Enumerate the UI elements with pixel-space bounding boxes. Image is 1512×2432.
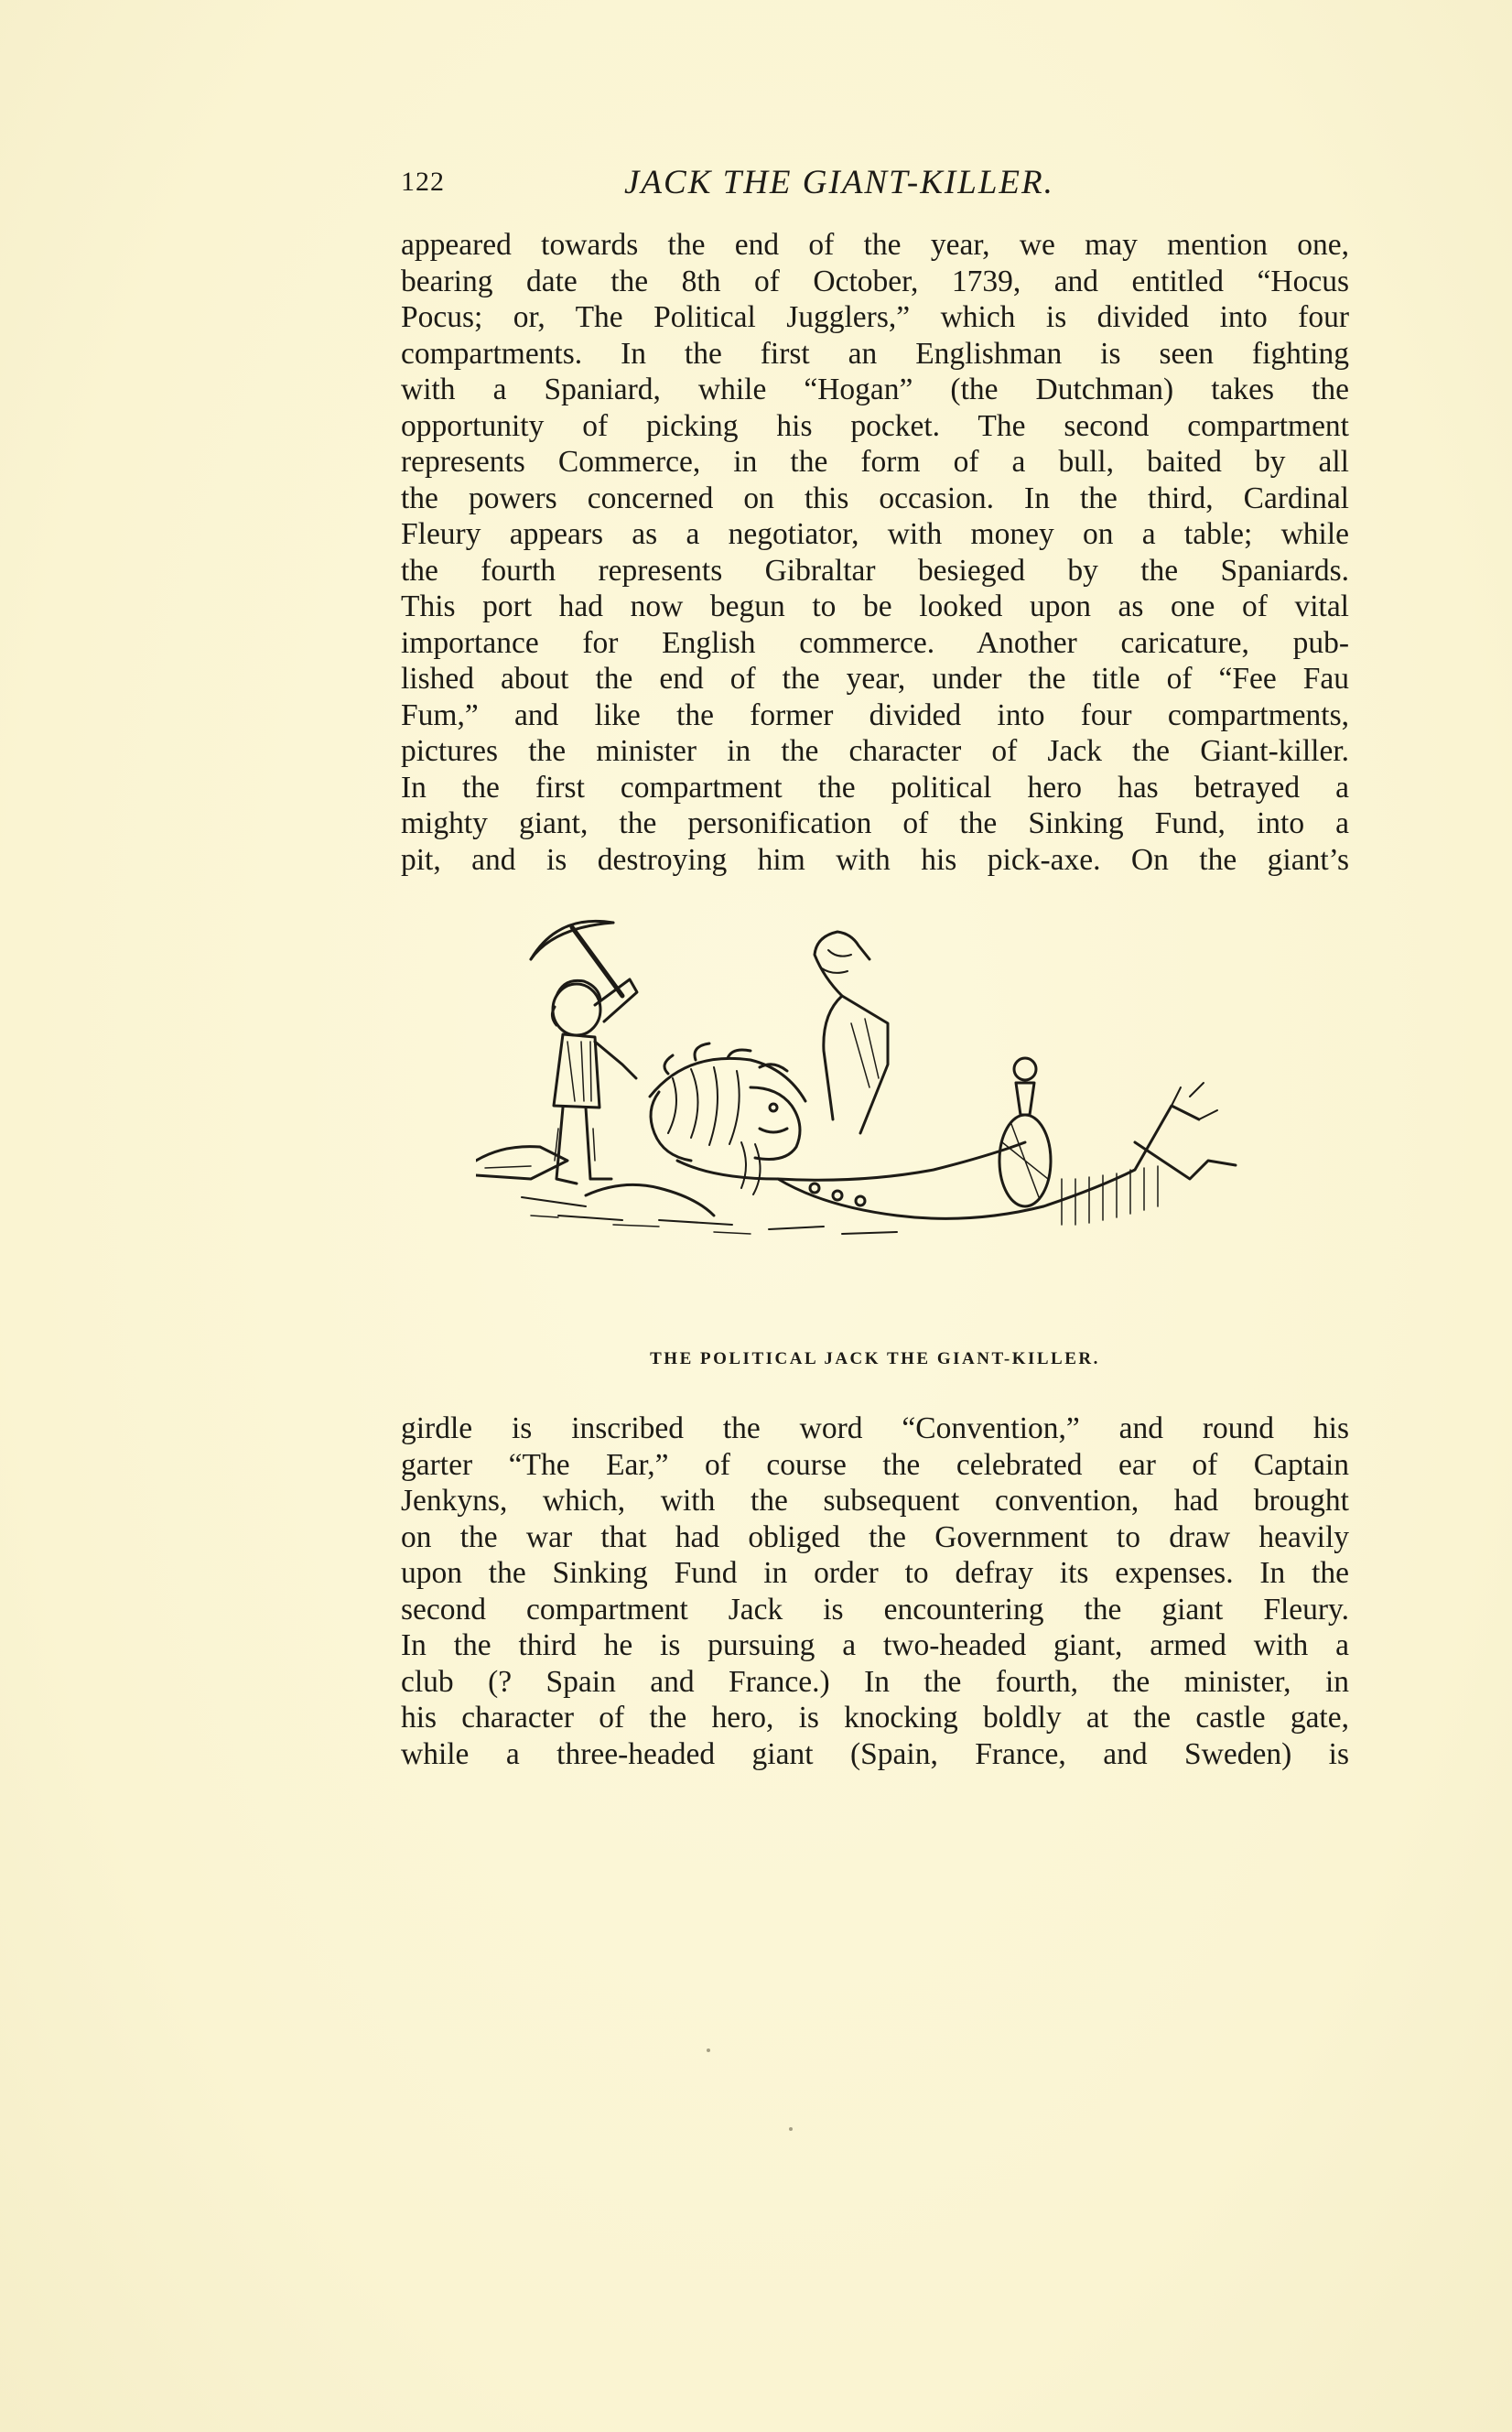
text-line: represents Commerce, in the form of a bull, baited by all bbox=[401, 445, 1349, 479]
paper-speck bbox=[707, 2048, 710, 2052]
figure-caption: THE POLITICAL JACK THE GIANT-KILLER. bbox=[650, 1349, 1100, 1368]
text-line: opportunity of picking his pocket. The second compartment bbox=[401, 408, 1349, 443]
text-line: with a Spaniard, while “Hogan” (the Dutchman) takes the bbox=[401, 373, 1349, 406]
text-line: girdle is inscribed the word “Convention,” and round his bbox=[401, 1411, 1349, 1445]
text-line: mighty giant, the personification of the Sinking Fund, into a bbox=[401, 806, 1349, 840]
running-header bbox=[401, 163, 1349, 209]
text-line: Jenkyns, which, with the subsequent convention, had brought bbox=[401, 1484, 1349, 1518]
body-text-bottom bbox=[401, 1411, 1349, 1772]
text-line: importance for English commerce. Another caricature, pub- bbox=[401, 625, 1349, 660]
text-line: club (? Spain and France.) In the fourth, the minister, in bbox=[401, 1664, 1349, 1699]
text-line: This port had now begun to be looked upon as one of vital bbox=[401, 589, 1349, 623]
text-line: garter “The Ear,” of course the celebrated ear of Captain bbox=[401, 1447, 1349, 1482]
text-line: Fum,” and like the former divided into four compartments, bbox=[401, 697, 1349, 732]
engraving-illustration bbox=[476, 904, 1327, 1335]
running-title: JACK THE GIANT-KILLER. bbox=[624, 164, 1054, 201]
text-line: pictures the minister in the character of Jack the Giant-killer. bbox=[401, 734, 1349, 768]
text-line: In the third he is pursuing a two-headed giant, armed with a bbox=[401, 1628, 1349, 1662]
text-line: on the war that had obliged the Government to draw heavily bbox=[401, 1519, 1349, 1554]
text-line: bearing date the 8th of October, 1739, and entitled “Hocus bbox=[401, 264, 1349, 298]
text-line: pit, and is destroying him with his pick-axe. On the giant’s bbox=[401, 842, 1349, 877]
body-text-top bbox=[401, 227, 1349, 878]
text-line: his character of the hero, is knocking boldly at the castle gate, bbox=[401, 1701, 1349, 1735]
text-line: second compartment Jack is encountering the giant Fleury. bbox=[401, 1592, 1349, 1627]
text-line: appeared towards the end of the year, we may mention one, bbox=[401, 228, 1349, 262]
text-line: the fourth represents Gibraltar besieged by the Spaniards. bbox=[401, 553, 1349, 588]
text-line: Fleury appears as a negotiator, with money on a table; while bbox=[401, 517, 1349, 551]
text-line: upon the Sinking Fund in order to defray its expenses. In the bbox=[401, 1556, 1349, 1590]
illustration-jack-giant-killer bbox=[476, 904, 1327, 1335]
paper-speck bbox=[789, 2127, 793, 2131]
text-line: lished about the end of the year, under the title of “Fee Fau bbox=[401, 662, 1349, 696]
text-line: while a three-headed giant (Spain, France, and Sweden) is bbox=[401, 1736, 1349, 1771]
text-line: compartments. In the first an Englishman is seen fighting bbox=[401, 336, 1349, 371]
text-line: Pocus; or, The Political Jugglers,” which is divided into four bbox=[401, 300, 1349, 334]
text-line: the powers concerned on this occasion. In the third, Cardinal bbox=[401, 481, 1349, 515]
text-line: In the first compartment the political hero has betrayed a bbox=[401, 770, 1349, 805]
page-number: 122 bbox=[401, 167, 445, 197]
